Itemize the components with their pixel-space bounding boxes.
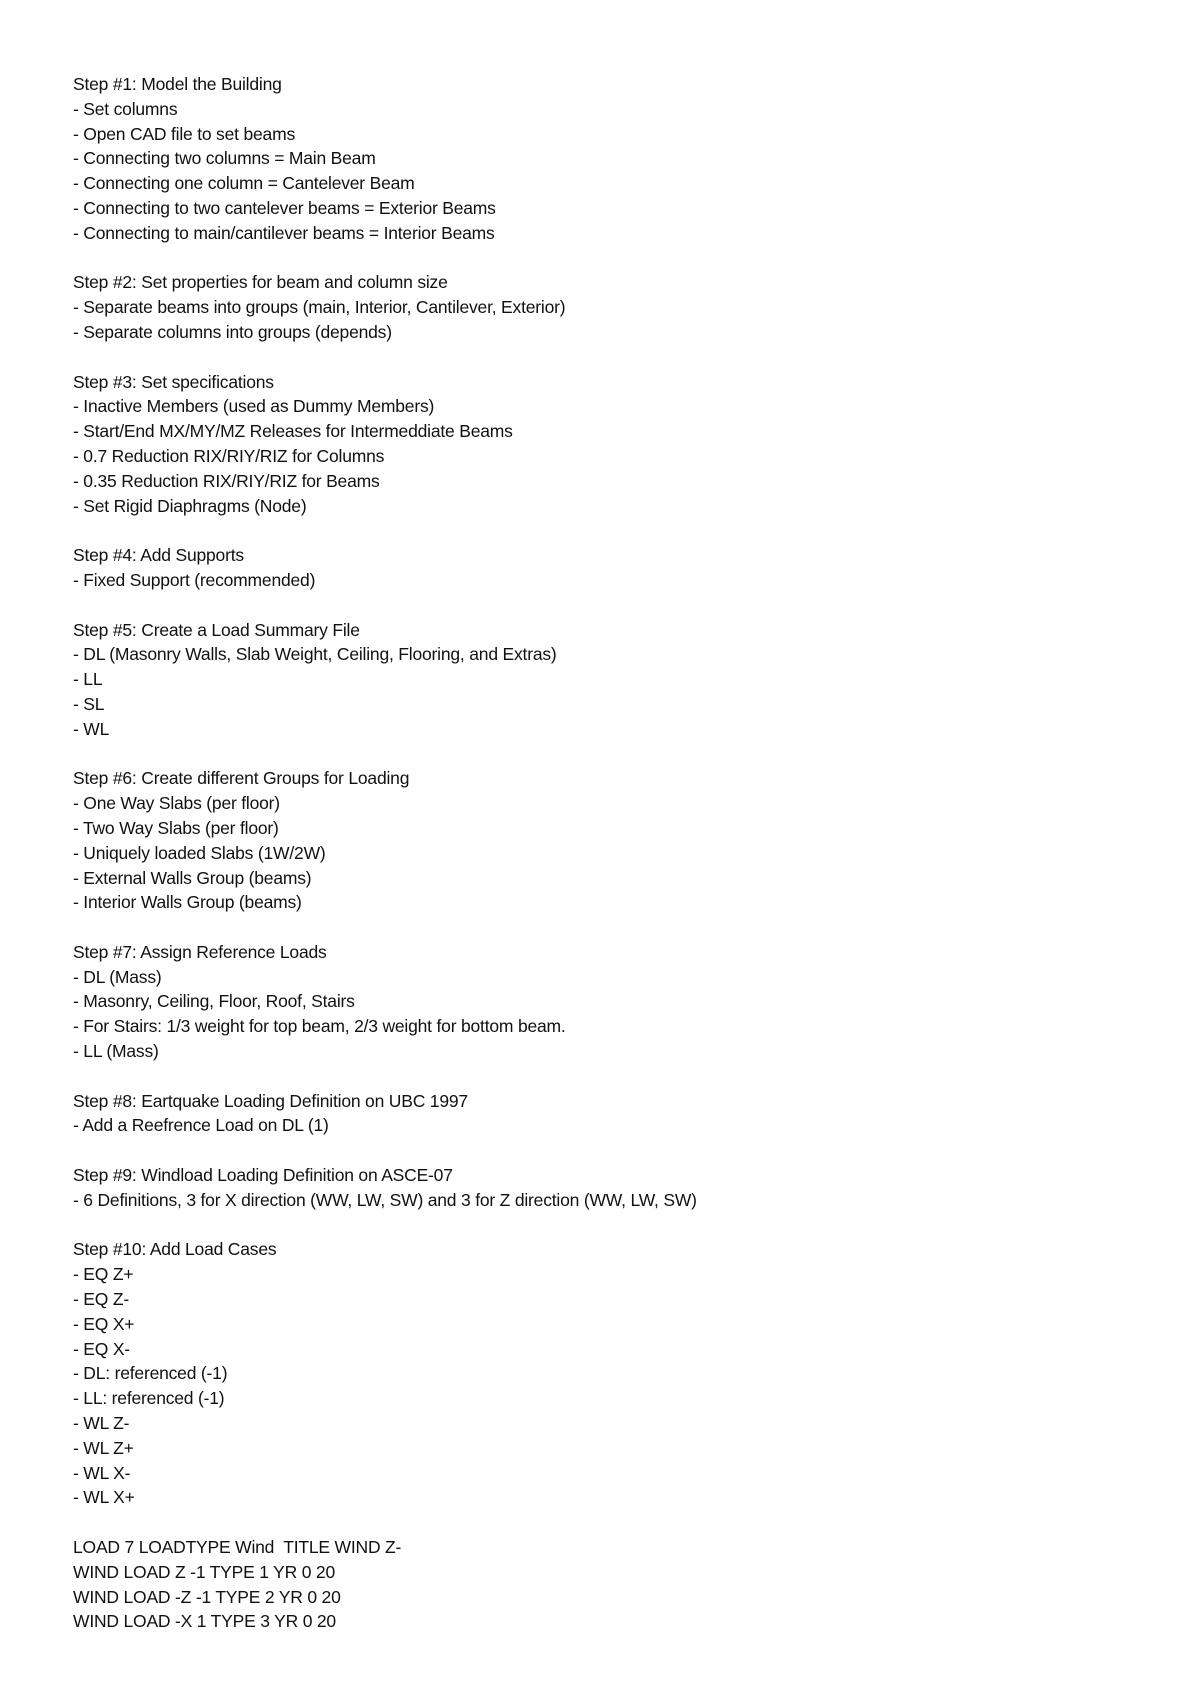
step-item: - Interior Walls Group (beams)	[73, 892, 302, 913]
step-item: - Connecting to main/cantilever beams = Interior Beams	[73, 222, 495, 243]
step-item: - Open CAD file to set beams	[73, 123, 295, 144]
step-section	[73, 1237, 1153, 1510]
step-item: - 0.35 Reduction RIX/RIY/RIZ for Beams	[73, 470, 380, 491]
step-item: - One Way Slabs (per floor)	[73, 793, 280, 814]
load-command-line: WIND LOAD Z -1 TYPE 1 YR 0 20	[73, 1561, 335, 1582]
step-item: - Inactive Members (used as Dummy Members)	[73, 396, 435, 417]
step-item: - WL Z+	[73, 1437, 134, 1458]
step-section	[73, 270, 1153, 344]
step-section	[73, 1163, 1153, 1213]
step-section	[73, 1089, 1153, 1139]
document-page	[73, 72, 1153, 1634]
step-heading: Step #1: Model the Building	[73, 74, 282, 94]
step-item: - DL (Mass)	[73, 966, 162, 987]
step-item: - EQ Z+	[73, 1264, 134, 1285]
step-heading: Step #8: Eartquake Loading Definition on UBC 1997	[73, 1090, 468, 1111]
step-section	[73, 618, 1153, 742]
step-item: - EQ X+	[73, 1313, 135, 1334]
step-section	[73, 940, 1153, 1064]
step-item: - Add a Reefrence Load on DL (1)	[73, 1115, 329, 1136]
step-item: - LL: referenced (-1)	[73, 1388, 225, 1409]
steps-list	[73, 72, 1153, 1510]
step-item: - DL: referenced (-1)	[73, 1363, 228, 1384]
step-heading: Step #4: Add Supports	[73, 545, 244, 566]
step-item: - Connecting to two cantelever beams = Exterior Beams	[73, 197, 496, 218]
step-section	[73, 543, 1153, 593]
step-section	[73, 72, 1153, 246]
step-item: - WL Z-	[73, 1413, 130, 1434]
load-command-line: WIND LOAD -X 1 TYPE 3 YR 0 20	[73, 1611, 336, 1632]
step-item: - Uniquely loaded Slabs (1W/2W)	[73, 842, 326, 863]
step-heading: Step #6: Create different Groups for Loading	[73, 768, 410, 789]
step-item: - Connecting one column = Cantelever Beam	[73, 173, 415, 194]
load-command-line: WIND LOAD -Z -1 TYPE 2 YR 0 20	[73, 1586, 341, 1607]
step-item: - Fixed Support (recommended)	[73, 569, 316, 590]
step-heading: Step #9: Windload Loading Definition on ASCE-07	[73, 1165, 453, 1186]
step-heading: Step #7: Assign Reference Loads	[73, 941, 327, 962]
step-item: - SL	[73, 693, 105, 714]
step-item: - Start/End MX/MY/MZ Releases for Intermeddiate Beams	[73, 421, 513, 442]
step-item: - Set columns	[73, 98, 178, 119]
step-heading: Step #3: Set specifications	[73, 371, 274, 392]
step-section	[73, 766, 1153, 915]
step-item: - WL X-	[73, 1462, 131, 1483]
step-item: - DL (Masonry Walls, Slab Weight, Ceiling, Flooring, and Extras)	[73, 644, 557, 665]
step-heading: Step #5: Create a Load Summary File	[73, 619, 360, 640]
step-item: - LL	[73, 669, 103, 690]
load-command-line: LOAD 7 LOADTYPE Wind TITLE WIND Z-	[73, 1537, 402, 1558]
step-item: - Masonry, Ceiling, Floor, Roof, Stairs	[73, 991, 355, 1012]
step-item: - WL X+	[73, 1487, 135, 1508]
step-section	[73, 370, 1153, 519]
step-item: - Connecting two columns = Main Beam	[73, 148, 376, 169]
step-item: - External Walls Group (beams)	[73, 867, 312, 888]
step-item: - Separate columns into groups (depends)	[73, 321, 392, 342]
step-item: - EQ X-	[73, 1338, 130, 1359]
step-item: - Separate beams into groups (main, Interior, Cantilever, Exterior)	[73, 297, 566, 318]
step-item: - Two Way Slabs (per floor)	[73, 817, 279, 838]
step-item: - For Stairs: 1/3 weight for top beam, 2/3 weight for bottom beam.	[73, 1016, 566, 1037]
step-item: - Set Rigid Diaphragms (Node)	[73, 495, 307, 516]
step-heading: Step #2: Set properties for beam and column size	[73, 272, 448, 293]
step-item: - 0.7 Reduction RIX/RIY/RIZ for Columns	[73, 445, 385, 466]
step-item: - LL (Mass)	[73, 1041, 159, 1062]
step-item: - 6 Definitions, 3 for X direction (WW, LW, SW) and 3 for Z direction (WW, LW, SW)	[73, 1189, 697, 1210]
load-command-block	[73, 1535, 1153, 1634]
step-item: - WL	[73, 718, 110, 739]
step-heading: Step #10: Add Load Cases	[73, 1239, 277, 1260]
step-item: - EQ Z-	[73, 1289, 129, 1310]
